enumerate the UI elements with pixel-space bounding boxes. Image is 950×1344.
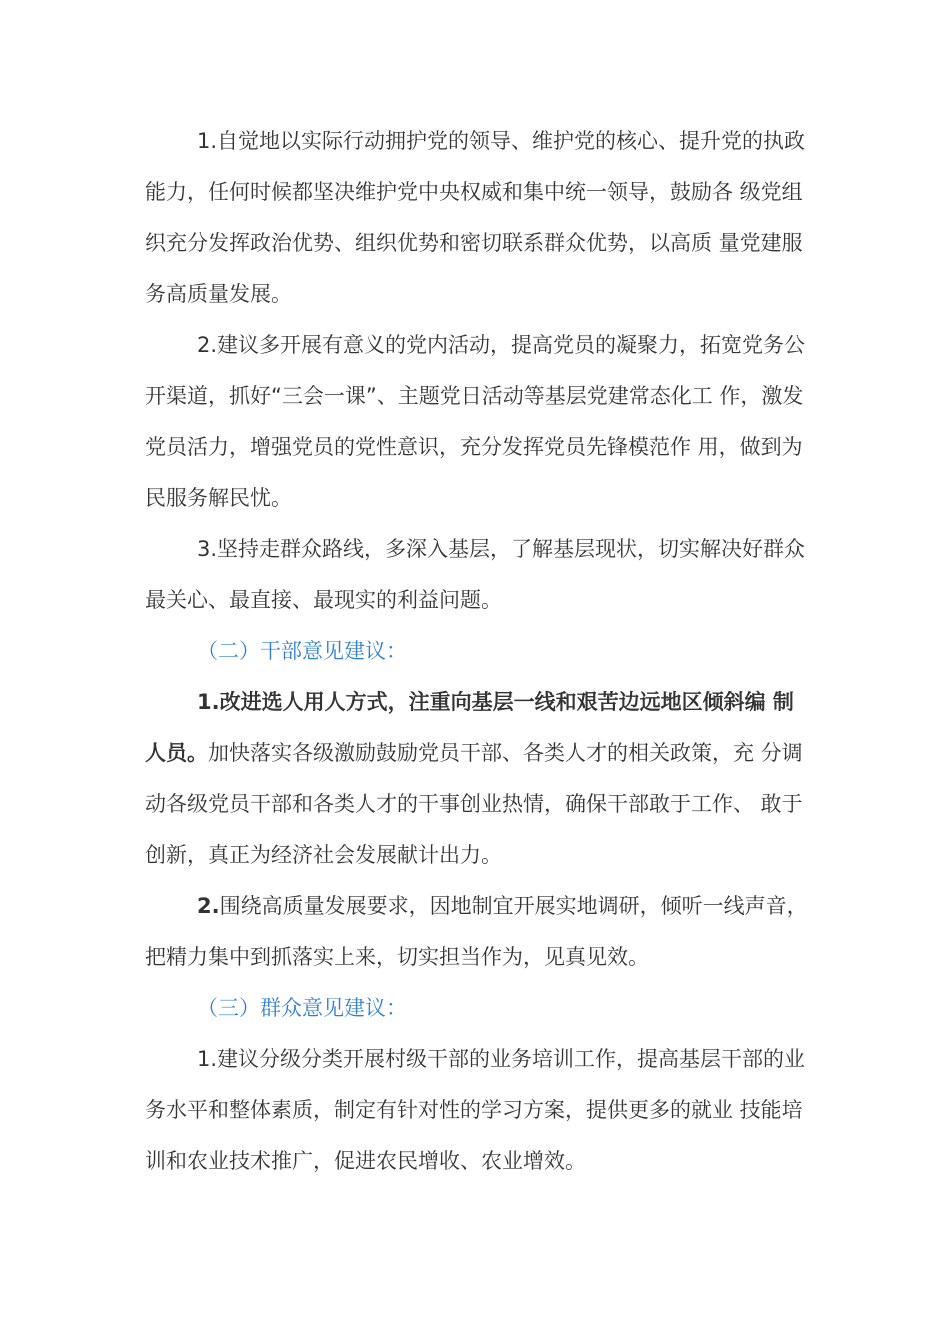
section-heading-public: （三）群众意见建议： — [197, 996, 407, 1020]
paragraph-4 — [145, 677, 810, 881]
paragraph-5-body: 围绕高质量发展要求，因地制宜开展实地调研，倾听一线声音，把精力集中到抓落实上来，切实担当作为，见真见效。 — [145, 894, 808, 969]
paragraph-4-body: 加快落实各级激励鼓励党员干部、各类人才的相关政策，充 分调动各级党员干部和各类人才的干事创业热情，确保干部敢于工作、 敢于创新，真正为经济社会发展献计出力。 — [145, 741, 803, 867]
paragraph-3: 3.坚持走群众路线，多深入基层，了解基层现状，切实解决好群众最关心、最直接、最现实的利益问题。 — [145, 537, 806, 612]
paragraph-4-lead: 1.改进选人用人方式，注重向基层一线和艰苦边远地区倾斜编 制人员。 — [145, 690, 794, 765]
document-body — [145, 116, 810, 1187]
paragraph-5 — [145, 881, 810, 983]
paragraph-5-lead: 2. — [197, 894, 220, 918]
paragraph-1: 1.自觉地以实际行动拥护党的领导、维护党的核心、提升党的执政能力，任何时候都坚决维护党中央权威和集中统一领导，鼓励各 级党组织充分发挥政治优势、组织优势和密切联系群众优势，以高质 量党建服务高质量发展。 — [145, 129, 806, 306]
section-heading-cadre: （二）干部意见建议： — [197, 639, 407, 663]
paragraph-2: 2.建议多开展有意义的党内活动，提高党员的凝聚力，拓宽党务公开渠道，抓好“三会一课”、主题党日活动等基层党建常态化工 作，激发党员活力，增强党员的党性意识，充分发挥党员先锋模范作 用，做到为民服务解民忧。 — [145, 333, 806, 510]
paragraph-6: 1.建议分级分类开展村级干部的业务培训工作，提高基层干部的业务水平和整体素质，制定有针对性的学习方案，提供更多的就业 技能培训和农业技术推广，促进农民增收、农业增效。 — [145, 1047, 806, 1173]
